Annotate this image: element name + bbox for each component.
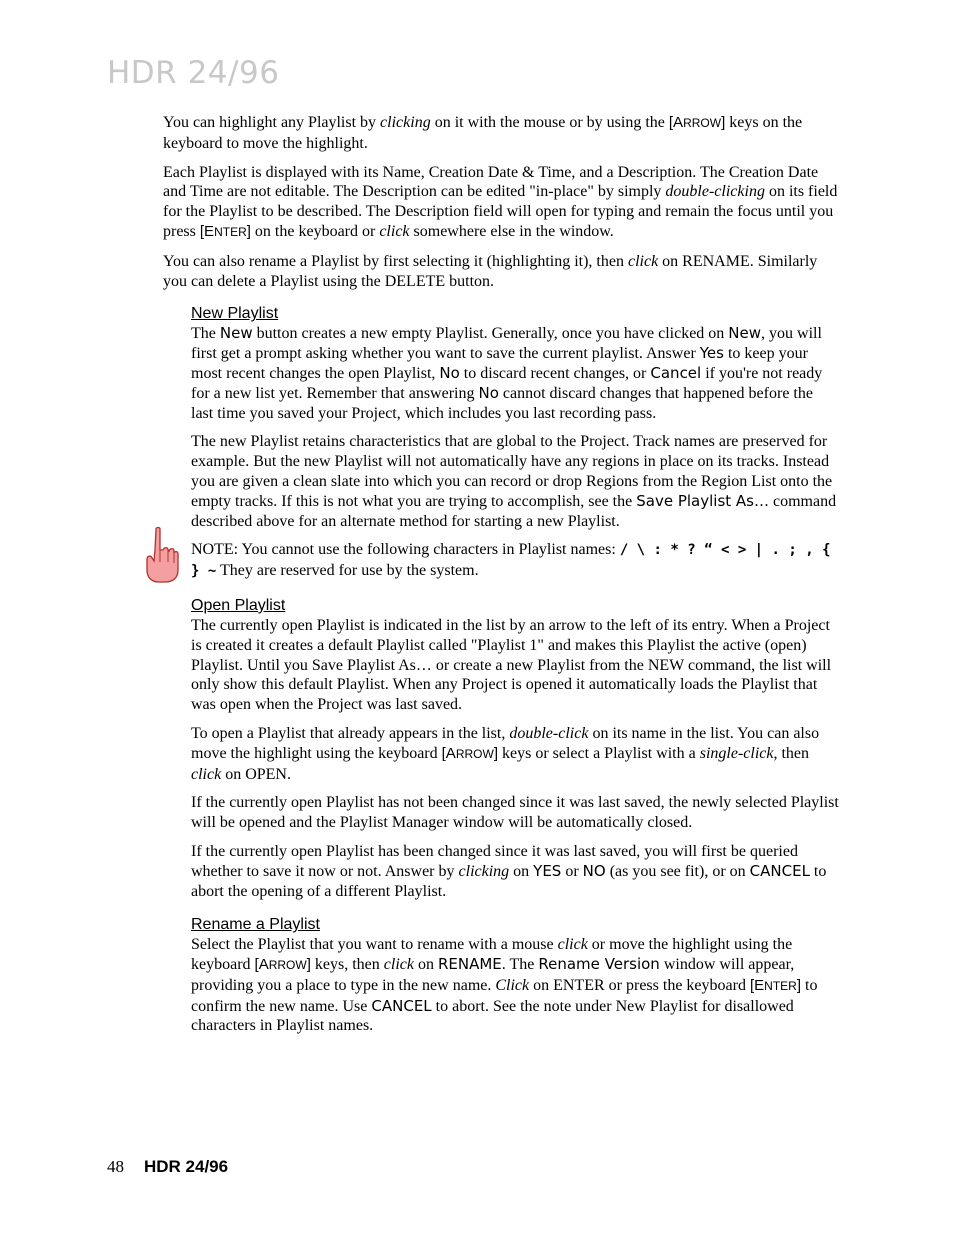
rename-playlist-section bbox=[191, 915, 839, 1036]
rename-playlist-paragraph-1: Select the Playlist that you want to rename with a mouse click or move the highlight using the keyboard [ARROW] keys, then click on RENAME. The Rename Version window will appear, providing you a place to type in the new name. Click on ENTER or press the keyboard [ENTER] to confirm the new name. Use CANCEL to abort. See the note under New Playlist for disallowed characters in Playlist names. bbox=[191, 936, 818, 1035]
new-playlist-section bbox=[191, 304, 839, 582]
page-number: 48 bbox=[107, 1157, 124, 1176]
pointing-hand-icon bbox=[143, 526, 179, 584]
open-playlist-paragraph-1: The currently open Playlist is indicated in the list by an arrow to the left of its entry. When a Project is created it creates a default Playlist called "Playlist 1" and makes this Playlist the active (open) Playlist. Until you Save Playlist As… or create a new Playlist from the NEW command, the list will only show this default Playlist. When any Project is opened it automatically loads the Playlist that was open when the Project was last saved. bbox=[191, 616, 832, 714]
open-playlist-paragraph-4: If the currently open Playlist has been changed since it was last saved, you will first be queried whether to save it now or not. Answer by clicking on YES or NO (as you see fit), or on CANCEL to abort the opening of a different Playlist. bbox=[191, 842, 827, 900]
new-playlist-paragraph-2: The new Playlist retains characteristics that are global to the Project. Track names are preserved for example. But the new Playlist will not automatically have any regions in place on its tracks. Instead you are given a clean slate into which you can record or drop Regions from the Region List onto the empty tracks. If this is not what you are trying to accomplish, see the Save Playlist As… command described above for an alternate method for starting a new Playlist. bbox=[191, 433, 837, 530]
open-playlist-paragraph-2: To open a Playlist that already appears in the list, double-click on its name in the list. You can also move the highlight using the keyboard [ARROW] keys or select a Playlist with a single-click, then click on OPEN. bbox=[191, 724, 820, 783]
open-playlist-paragraph-3: If the currently open Playlist has not been changed since it was last saved, the newly selected Playlist will be opened and the Playlist Manager window will be automatically closed. bbox=[191, 794, 839, 832]
note-block bbox=[191, 540, 839, 582]
page-footer bbox=[107, 1157, 228, 1177]
note-paragraph: NOTE: You cannot use the following characters in Playlist names: / \ : * ? “ < > | . ; , { } ~ They are reserved for use by the system. bbox=[191, 541, 831, 580]
new-playlist-paragraph-1: The New button creates a new empty Playlist. Generally, once you have clicked on New, you will first get a prompt asking whether you want to save the current playlist. Answer Yes to keep your most recent changes the open Playlist, No to discard recent changes, or Cancel if you're not ready for a new list yet. Remember that answering No cannot discard changes that happened before the last time you saved your Project, which includes you last recording pass. bbox=[191, 324, 823, 422]
intro-paragraph-1: You can highlight any Playlist by clicking on it with the mouse or by using the [ARROW] keys on the keyboard to move the highlight. bbox=[163, 114, 803, 152]
footer-title: HDR 24/96 bbox=[144, 1157, 229, 1176]
intro-paragraph-3: You can also rename a Playlist by first selecting it (highlighting it), then click on RENAME. Similarly you can delete a Playlist using the DELETE button. bbox=[163, 252, 818, 290]
rename-playlist-heading: Rename a Playlist bbox=[191, 916, 320, 934]
open-playlist-heading: Open Playlist bbox=[191, 596, 286, 614]
new-playlist-heading: New Playlist bbox=[191, 305, 279, 323]
main-content bbox=[163, 113, 839, 1045]
open-playlist-section bbox=[191, 596, 839, 901]
intro-paragraph-2: Each Playlist is displayed with its Name, Creation Date & Time, and a Description. The Creation Date and Time are not editable. The Description can be edited "in-place" by simply double-clicking on its field for the Playlist to be described. The Description field will open for typing and remain the focus until you press [ENTER] on the keyboard or click somewhere else in the window. bbox=[163, 163, 838, 240]
page-header-title: HDR 24/96 bbox=[107, 55, 280, 91]
